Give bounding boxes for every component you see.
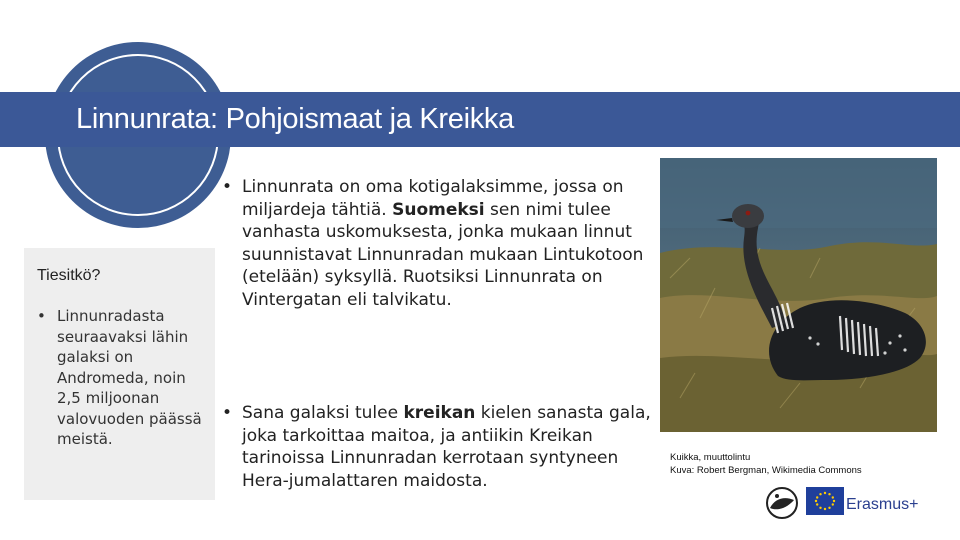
caption-line-1: Kuikka, muuttolintu (670, 452, 751, 463)
did-you-know-bullet (37, 306, 207, 450)
bullet-1-text-end: sen nimi tulee vanhasta uskomuksesta, jonka mukaan linnut suunnistavat Linnunradan mukaan Lintukotoon (etelään) syksyllä. Ruotsiksi Linnunrata on Vintergatan eli talvikatu. (242, 199, 644, 310)
photo-caption (670, 452, 862, 477)
bullet-dot-icon: • (37, 307, 46, 325)
did-you-know-text: Linnunradasta seuraavaksi lähin galaksi on Andromeda, noin 2,5 miljoonan valovuoden päässä meistä. (57, 307, 202, 448)
bullet-2-text-end: kielen sanasta gala, joka tarkoittaa maitoa, ja antiikin Kreikan tarinoissa Linnunradan kerrotaan syntyneen Hera-jumalattaren maidosta. (242, 403, 651, 491)
main-bullet-1 (222, 176, 652, 311)
school-logo-icon (765, 486, 799, 520)
bullet-2-text-start: Sana galaksi tulee (242, 403, 404, 423)
loon-photo (660, 158, 937, 432)
eu-flag-icon (806, 487, 844, 515)
bullet-1-text-start: Linnunrata on oma kotigalaksimme, jossa on miljardeja tähtiä. (242, 177, 624, 220)
caption-line-2: Kuva: Robert Bergman, Wikimedia Commons (670, 464, 862, 476)
bullet-1-bold-word: Suomeksi (392, 199, 485, 220)
bullet-dot-icon: • (222, 403, 233, 423)
bullet-2-bold-word: kreikan (403, 403, 476, 423)
bullet-dot-icon: • (222, 177, 233, 197)
did-you-know-heading: Tiesitkö? (37, 267, 101, 284)
erasmus-logo-text: Erasmus+ (846, 496, 919, 513)
slide-title: Linnunrata: Pohjoismaat ja Kreikka (76, 103, 514, 135)
main-bullet-2 (222, 402, 652, 492)
